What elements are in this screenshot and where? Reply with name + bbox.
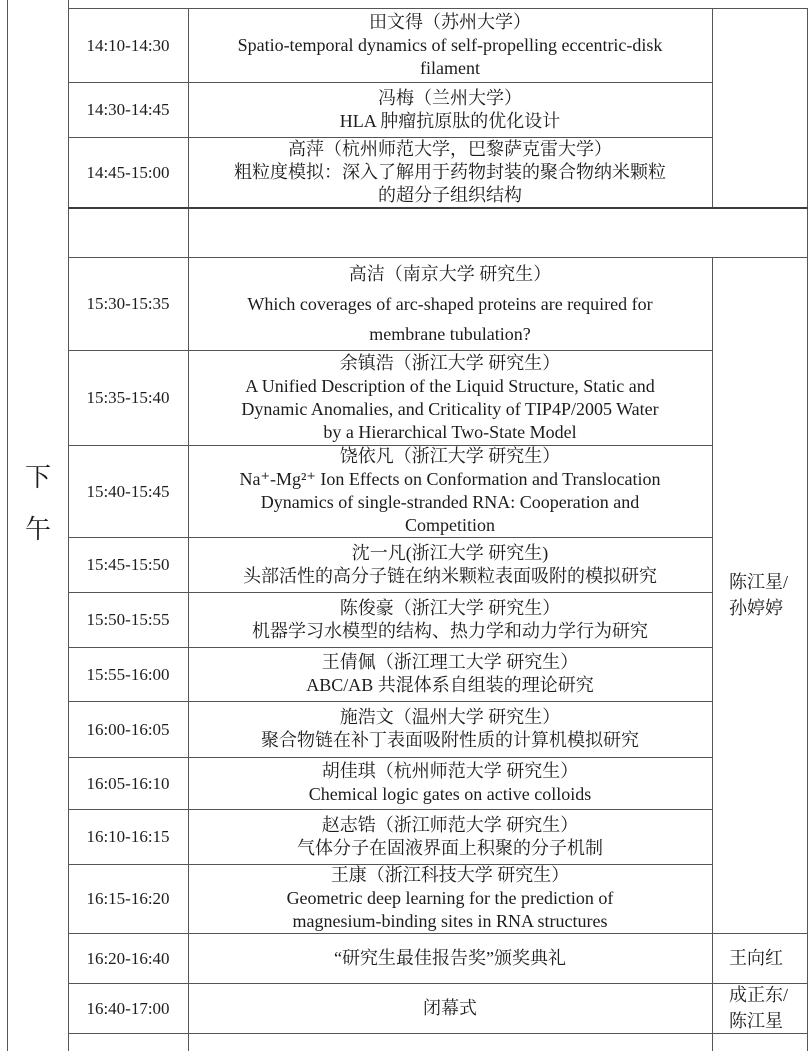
title-line: Geometric deep learning for the prediction of [286, 888, 614, 908]
time-label: 15:40-15:45 [86, 481, 170, 501]
talk-cell [189, 446, 711, 536]
time-cell [69, 9, 187, 81]
chair-cell-award [713, 934, 807, 982]
event-title: 闭幕式 [423, 997, 477, 1018]
time-label: 16:00-16:05 [86, 719, 170, 739]
time-label: 14:10-14:30 [86, 35, 170, 55]
time-cell [69, 865, 187, 932]
period-label: 下午 [24, 462, 51, 544]
speaker-line: 陈俊豪（浙江大学 研究生） [339, 597, 561, 618]
title-line: Dynamics of single-stranded RNA: Cooperation and [260, 492, 640, 512]
empty-time-cell [69, 209, 187, 256]
talk-cell [189, 538, 711, 591]
title-line: Competition [405, 515, 495, 535]
time-cell [69, 138, 187, 206]
talk-cell [189, 83, 711, 136]
speaker-line: 冯梅（兰州大学） [378, 87, 522, 108]
title-line: Dynamic Anomalies, and Criticality of TIP4P/2005 Water [241, 398, 659, 419]
title-line: by a Hierarchical Two-State Model [323, 421, 577, 442]
time-label: 15:35-15:40 [86, 388, 170, 407]
title-line: Chemical logic gates on active colloids [308, 784, 592, 804]
table-border-right [807, 8, 808, 1051]
chair-cell-closing [713, 984, 807, 1032]
time-cell [69, 984, 187, 1032]
speaker-line: 沈一凡(浙江大学 研究生) [351, 542, 549, 563]
time-label: 15:55-16:00 [86, 664, 170, 684]
speaker-line: 施浩文（温州大学 研究生） [339, 707, 561, 727]
talk-cell [189, 593, 711, 646]
title-line: Na⁺-Mg²⁺ Ion Effects on Conformation and Translocation [239, 469, 661, 489]
title-line: ABC/AB 共混体系自组装的理论研究 [306, 675, 594, 695]
time-cell [69, 758, 187, 808]
chair-name: 王向红 [729, 948, 783, 968]
talk-cell [189, 865, 711, 932]
chair-name: 陈江星 [729, 1011, 783, 1031]
title-line: magnesium-binding sites in RNA structures [292, 911, 608, 931]
period-cell [8, 0, 68, 1051]
title-line: 粗粒度模拟：深入了解用于药物封装的聚合物纳米颗粒 [234, 161, 666, 182]
time-label: 14:45-15:00 [86, 162, 170, 182]
time-label: 16:05-16:10 [86, 773, 170, 793]
title-line: 的超分子组织结构 [378, 184, 522, 205]
title-line: filament [420, 57, 480, 78]
event-title: “研究生最佳报告奖”颁奖典礼 [334, 947, 566, 968]
title-line: membrane tubulation? [369, 323, 531, 344]
chair-cell-empty [713, 9, 807, 207]
speaker-line: 余镇浩（浙江大学 研究生） [339, 352, 561, 373]
talk-cell [189, 648, 711, 700]
talk-cell [189, 138, 711, 206]
talk-cell [189, 702, 711, 756]
time-cell [69, 593, 187, 646]
talk-cell [189, 810, 711, 863]
title-line: 聚合物链在补丁表面吸附性质的计算机模拟研究 [261, 730, 639, 750]
event-cell [189, 984, 711, 1032]
title-line: 气体分子在固液界面上积聚的分子机制 [297, 837, 603, 858]
time-cell [69, 351, 187, 444]
title-line: A Unified Description of the Liquid Structure, Static and [245, 375, 655, 396]
time-label: 16:20-16:40 [86, 948, 170, 968]
time-cell [69, 648, 187, 700]
time-cell [69, 83, 187, 136]
time-label: 14:30-14:45 [86, 100, 170, 119]
speaker-line: 王康（浙江科技大学 研究生） [330, 865, 570, 885]
title-line: 头部活性的高分子链在纳米颗粒表面吸附的模拟研究 [243, 565, 657, 586]
title-line: Spatio-temporal dynamics of self-propelling eccentric-disk [237, 34, 663, 55]
time-label: 16:40-17:00 [86, 998, 170, 1018]
speaker-line: 王倩佩（浙江理工大学 研究生） [321, 652, 579, 672]
speaker-line: 赵志锆（浙江师范大学 研究生） [321, 814, 579, 835]
title-line: Which coverages of arc-shaped proteins are required for [247, 293, 653, 314]
talk-cell [189, 351, 711, 444]
speaker-line: 高萍（杭州师范大学，巴黎萨克雷大学） [288, 138, 612, 159]
event-cell [189, 934, 711, 982]
partial-row [69, 1034, 807, 1051]
time-label: 16:15-16:20 [86, 889, 170, 908]
time-cell [69, 446, 187, 536]
time-cell [69, 538, 187, 591]
time-cell [69, 810, 187, 863]
time-label: 16:10-16:15 [86, 827, 170, 846]
chair-name: 陈江星/ [729, 572, 789, 592]
title-line: 机器学习水模型的结构、热力学和动力学行为研究 [252, 620, 648, 641]
chair-name: 成正东/ [729, 985, 789, 1005]
chair-cell-session [713, 258, 807, 932]
chair-name: 孙婷婷 [729, 598, 783, 618]
talk-cell [189, 9, 711, 81]
talk-cell [189, 758, 711, 808]
title-line: HLA 肿瘤抗原肽的优化设计 [339, 110, 561, 131]
speaker-line: 饶依凡（浙江大学 研究生） [339, 446, 561, 466]
speaker-line: 高洁（南京大学 研究生） [348, 263, 552, 284]
time-cell [69, 934, 187, 982]
time-cell [69, 702, 187, 756]
time-cell [69, 258, 187, 349]
time-label: 15:30-15:35 [86, 294, 170, 313]
time-label: 15:50-15:55 [86, 610, 170, 629]
time-label: 15:45-15:50 [86, 555, 170, 574]
talk-cell [189, 258, 711, 349]
empty-row-cell [189, 209, 807, 256]
speaker-line: 胡佳琪（杭州师范大学 研究生） [321, 761, 579, 781]
speaker-line: 田文得（苏州大学） [369, 11, 531, 32]
